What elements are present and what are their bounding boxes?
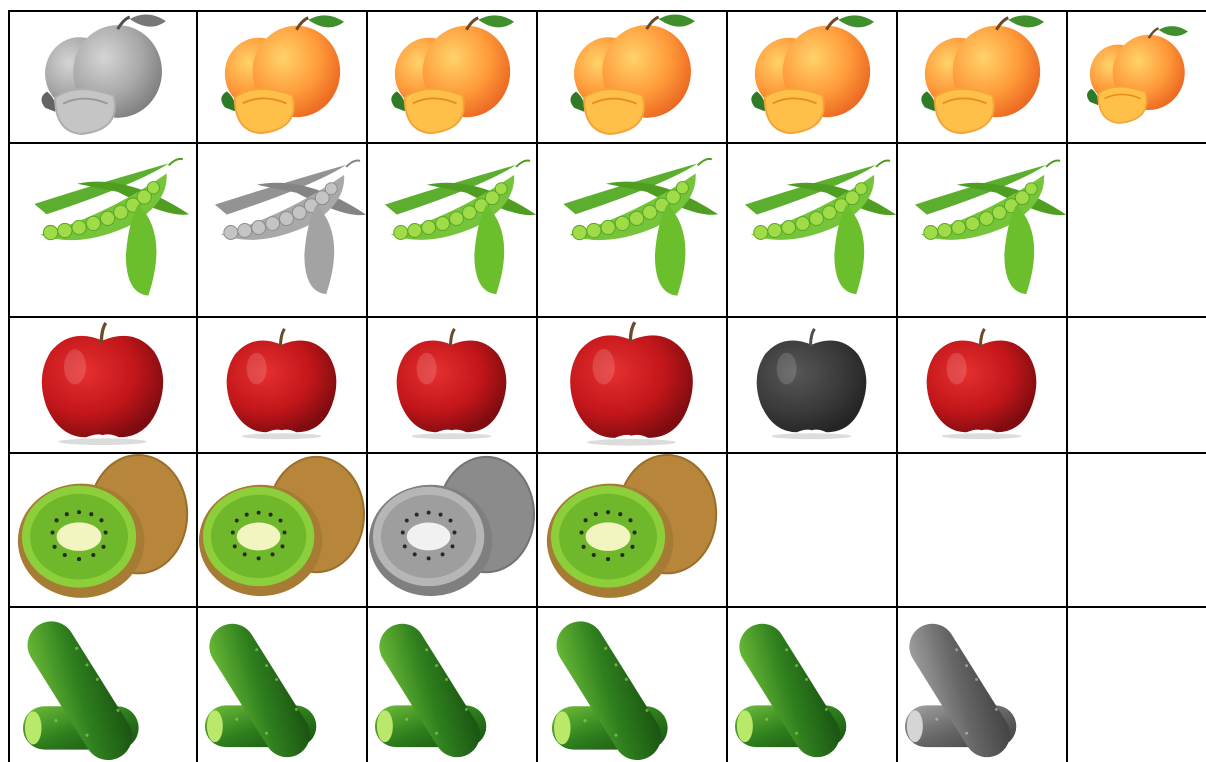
grid-cell-kiwi-1 (9, 453, 196, 606)
grid-cell-cucumber-5 (727, 607, 896, 762)
apple-icon (897, 317, 1066, 452)
peach-icon (727, 11, 896, 142)
grid-cell-cucumber-1 (9, 607, 196, 762)
grid-row-line (8, 142, 1206, 144)
grid-cell-peach-3 (367, 11, 536, 142)
pea-pod-icon (897, 143, 1066, 316)
grid-cell-apple-4 (537, 317, 726, 452)
cucumber-icon (537, 607, 726, 762)
grid-cell-peach-6 (897, 11, 1066, 142)
grid-cell-cucumber-3 (367, 607, 536, 762)
grid-column-line (8, 10, 10, 762)
grid-cell-kiwi-2 (197, 453, 366, 606)
grid-column-line (536, 10, 538, 762)
grid-cell-peach-5 (727, 11, 896, 142)
peach-icon (197, 11, 366, 142)
grid-cell-peas-5 (727, 143, 896, 316)
grid-cell-kiwi-5 (727, 453, 896, 606)
grid-cell-kiwi-4 (537, 453, 726, 606)
apple-icon (537, 317, 726, 452)
grid-cell-cucumber-6 (897, 607, 1066, 762)
apple-icon (197, 317, 366, 452)
grid-row-line (8, 10, 1206, 12)
grid-cell-peach-7 (1067, 11, 1206, 142)
grid-row-line (8, 316, 1206, 318)
apple-icon (9, 317, 196, 452)
grid-cell-peas-6 (897, 143, 1066, 316)
grid-cell-apple-1 (9, 317, 196, 452)
grid-cell-peas-7 (1067, 143, 1206, 316)
grid-column-line (196, 10, 198, 762)
pea-pod-icon (9, 143, 196, 316)
apple-icon (367, 317, 536, 452)
apple-icon (727, 317, 896, 452)
grid-cell-peach-2 (197, 11, 366, 142)
grid-cell-peas-2 (197, 143, 366, 316)
grid-cell-apple-6 (897, 317, 1066, 452)
grid-cell-apple-5 (727, 317, 896, 452)
grid-row-line (8, 452, 1206, 454)
kiwi-icon (9, 453, 196, 606)
grid-cell-peas-3 (367, 143, 536, 316)
kiwi-icon (367, 453, 536, 606)
grid-column-line (366, 10, 368, 762)
kiwi-icon (197, 453, 366, 606)
grid-cell-apple-2 (197, 317, 366, 452)
pea-pod-icon (537, 143, 726, 316)
grid-cell-cucumber-7 (1067, 607, 1206, 762)
grid-cell-kiwi-3 (367, 453, 536, 606)
grid-cell-peas-4 (537, 143, 726, 316)
pea-pod-icon (197, 143, 366, 316)
cucumber-icon (727, 607, 896, 762)
peach-icon (897, 11, 1066, 142)
cucumber-icon (367, 607, 536, 762)
grid-column-line (726, 10, 728, 762)
grid-cell-kiwi-7 (1067, 453, 1206, 606)
cucumber-icon (197, 607, 366, 762)
grid-cell-peach-1 (9, 11, 196, 142)
pea-pod-icon (367, 143, 536, 316)
grid-cell-kiwi-6 (897, 453, 1066, 606)
cucumber-icon (897, 607, 1066, 762)
grid-cell-cucumber-2 (197, 607, 366, 762)
peach-icon (367, 11, 536, 142)
grid-cell-apple-7 (1067, 317, 1206, 452)
grid-cell-cucumber-4 (537, 607, 726, 762)
peach-icon (9, 11, 196, 142)
peach-icon (537, 11, 726, 142)
grid-row-line (8, 606, 1206, 608)
pea-pod-icon (727, 143, 896, 316)
grid-column-line (1066, 10, 1068, 762)
peach-icon (1067, 11, 1206, 142)
grid-column-line (896, 10, 898, 762)
grid-cell-apple-3 (367, 317, 536, 452)
cucumber-icon (9, 607, 196, 762)
grid-cell-peas-1 (9, 143, 196, 316)
grid-cell-peach-4 (537, 11, 726, 142)
kiwi-icon (537, 453, 726, 606)
